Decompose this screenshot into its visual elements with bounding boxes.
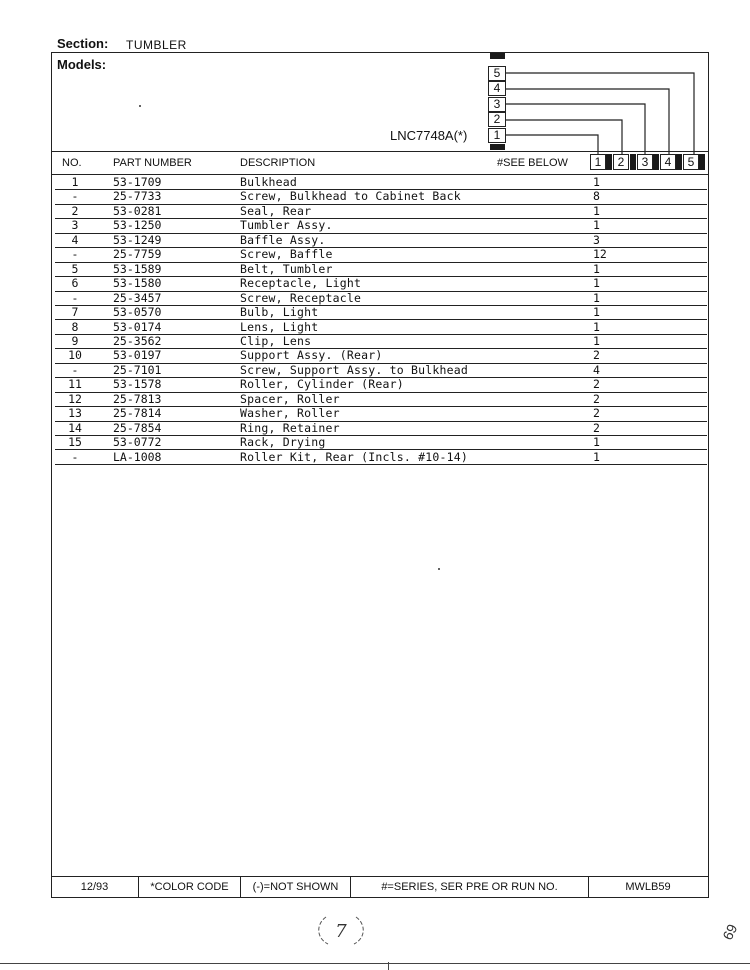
table-row	[55, 234, 707, 248]
connector-line-1	[506, 135, 598, 156]
part-description: Belt, Tumbler	[240, 261, 333, 276]
column-box-tab	[699, 154, 705, 170]
item-number: 11	[68, 377, 82, 392]
table-row	[55, 422, 707, 436]
header-top-rule	[51, 151, 709, 152]
item-number: -	[71, 449, 79, 464]
table-row	[55, 176, 707, 190]
column-box-tab	[653, 154, 659, 170]
part-description: Bulkhead	[240, 175, 297, 189]
quantity: 1	[593, 276, 600, 291]
column-box-4: 4	[660, 154, 676, 170]
table-row	[55, 248, 707, 262]
header-part-number: PART NUMBER	[113, 157, 192, 169]
part-description: Support Assy. (Rear)	[240, 348, 383, 363]
part-number: 53-1578	[113, 377, 162, 392]
column-box-tab	[606, 154, 612, 170]
model-box-tab	[490, 53, 505, 59]
table-row	[55, 436, 707, 450]
item-number: 14	[68, 420, 82, 435]
section-value: TUMBLER	[126, 38, 187, 52]
part-description: Screw, Support Assy. to Bulkhead	[240, 362, 468, 377]
quantity: 1	[593, 319, 600, 334]
part-description: Tumbler Assy.	[240, 218, 333, 233]
column-box-3: 3	[637, 154, 653, 170]
table-row	[55, 407, 707, 421]
table-row	[55, 335, 707, 349]
part-description: Clip, Lens	[240, 333, 312, 348]
header-no: NO.	[62, 157, 82, 169]
footer-not-shown: (-)=NOT SHOWN	[241, 877, 351, 898]
footer-bar	[51, 876, 709, 898]
connector-line-5	[506, 73, 694, 156]
model-box-2: 2	[488, 112, 506, 127]
part-description: Rack, Drying	[240, 435, 326, 450]
quantity: 2	[593, 420, 600, 435]
footer-doc-code: MWLB59	[625, 881, 671, 893]
item-number: 10	[68, 348, 82, 363]
table-row	[55, 321, 707, 335]
item-number: 9	[71, 333, 79, 348]
column-box-tab	[630, 154, 636, 170]
item-number: 6	[71, 276, 79, 291]
item-number: 1	[71, 175, 79, 189]
models-label: Models:	[57, 57, 107, 72]
bottom-tick	[388, 962, 389, 970]
footer-color-code: *COLOR CODE	[139, 877, 241, 898]
table-row	[55, 263, 707, 277]
table-row	[55, 190, 707, 204]
part-number: 53-0174	[113, 319, 162, 334]
quantity: 2	[593, 391, 600, 406]
section-label: Section:	[57, 36, 109, 51]
part-number: 25-3457	[113, 290, 162, 305]
table-row	[55, 349, 707, 363]
table-row	[55, 364, 707, 378]
item-number: 4	[71, 232, 79, 247]
part-number: 25-7759	[113, 247, 162, 262]
part-description: Roller Kit, Rear (Incls. #10-14)	[240, 449, 468, 464]
part-description: Lens, Light	[240, 319, 319, 334]
part-description: Bulb, Light	[240, 305, 319, 320]
part-description: Ring, Retainer	[240, 420, 340, 435]
part-number: 53-0772	[113, 435, 162, 450]
part-description: Screw, Receptacle	[240, 290, 362, 305]
item-number: 8	[71, 319, 79, 334]
part-number: 53-1249	[113, 232, 162, 247]
part-number: 25-3562	[113, 333, 162, 348]
part-number: 53-0570	[113, 305, 162, 320]
quantity: 1	[593, 218, 600, 233]
quantity: 1	[593, 449, 600, 464]
item-number: 5	[71, 261, 79, 276]
connector-line-3	[506, 104, 645, 156]
table-row	[55, 378, 707, 392]
model-box-5: 5	[488, 66, 506, 81]
quantity: 1	[593, 175, 600, 189]
part-number: 53-1580	[113, 276, 162, 291]
part-description: Roller, Cylinder (Rear)	[240, 377, 404, 392]
item-number: -	[71, 247, 79, 262]
quantity: 1	[593, 305, 600, 320]
column-box-1: 1	[590, 154, 606, 170]
model-box-3: 3	[488, 97, 506, 112]
column-box-2: 2	[613, 154, 629, 170]
model-box-tab	[490, 144, 505, 150]
quantity: 8	[593, 189, 600, 204]
quantity: 4	[593, 362, 600, 377]
part-description: Baffle Assy.	[240, 232, 326, 247]
part-number: 53-1589	[113, 261, 162, 276]
quantity: 3	[593, 232, 600, 247]
part-number: 53-1250	[113, 218, 162, 233]
column-box-tab	[676, 154, 682, 170]
model-name: LNC7748A(*)	[390, 128, 468, 143]
quantity: 1	[593, 435, 600, 450]
table-row	[55, 451, 707, 465]
part-description: Spacer, Roller	[240, 391, 340, 406]
quantity: 2	[593, 348, 600, 363]
table-row	[55, 219, 707, 233]
item-number: 7	[71, 305, 79, 320]
table-row	[55, 205, 707, 219]
part-number: 25-7813	[113, 391, 162, 406]
item-number: 2	[71, 203, 79, 218]
part-number: 25-7814	[113, 406, 162, 421]
model-box-1: 1	[488, 128, 506, 143]
bottom-rule	[0, 963, 750, 964]
table-row	[55, 393, 707, 407]
part-description: Washer, Roller	[240, 406, 340, 421]
table-row	[55, 277, 707, 291]
part-description: Receptacle, Light	[240, 276, 362, 291]
quantity: 1	[593, 203, 600, 218]
model-box-4: 4	[488, 81, 506, 96]
quantity: 1	[593, 290, 600, 305]
table-row	[55, 292, 707, 306]
quantity: 12	[593, 247, 607, 262]
part-description: Screw, Bulkhead to Cabinet Back	[240, 189, 461, 204]
corner-handwritten-mark: 69	[719, 921, 741, 943]
quantity: 1	[593, 261, 600, 276]
handwritten-stamp	[312, 908, 370, 952]
item-number: -	[71, 290, 79, 305]
item-number: -	[71, 362, 79, 377]
footer-date: 12/93	[51, 877, 139, 898]
column-box-5: 5	[683, 154, 699, 170]
stamp-number: 7	[335, 921, 347, 942]
part-number: 53-1709	[113, 175, 162, 189]
part-number: 25-7733	[113, 189, 162, 204]
quantity: 2	[593, 377, 600, 392]
item-number: -	[71, 189, 79, 204]
item-number: 15	[68, 435, 82, 450]
part-description: Screw, Baffle	[240, 247, 333, 262]
part-number: 25-7854	[113, 420, 162, 435]
item-number: 13	[68, 406, 82, 421]
part-number: 25-7101	[113, 362, 162, 377]
footer-series-legend: #=SERIES, SER PRE OR RUN NO.	[351, 877, 589, 898]
part-number: LA-1008	[113, 449, 162, 464]
quantity: 2	[593, 406, 600, 421]
quantity: 1	[593, 333, 600, 348]
header-see-below: #SEE BELOW	[497, 157, 568, 169]
part-number: 53-0281	[113, 203, 162, 218]
header-description: DESCRIPTION	[240, 157, 316, 169]
item-number: 12	[68, 391, 82, 406]
item-number: 3	[71, 218, 79, 233]
part-description: Seal, Rear	[240, 203, 312, 218]
part-number: 53-0197	[113, 348, 162, 363]
table-row	[55, 306, 707, 320]
